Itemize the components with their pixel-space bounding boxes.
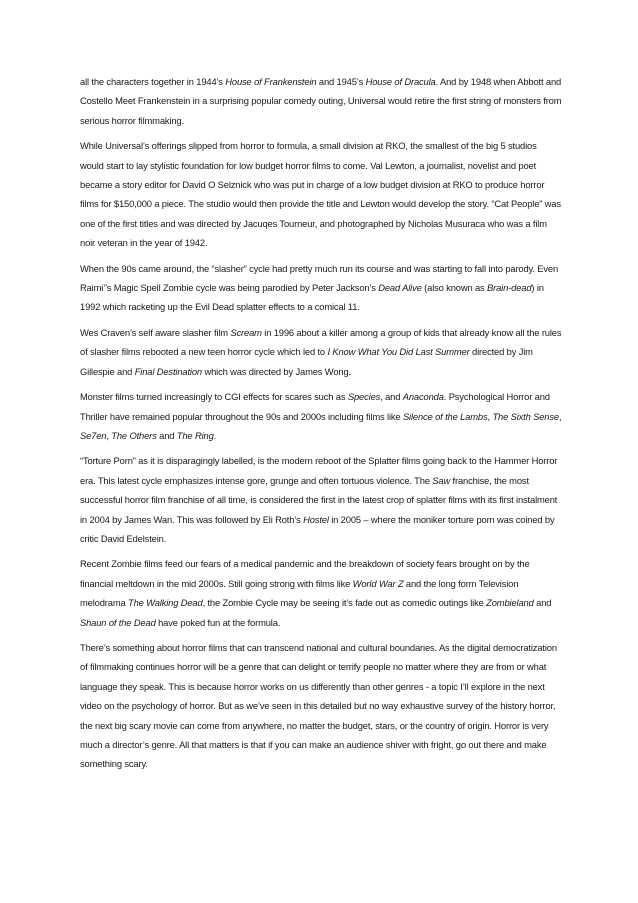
italic-title: House of Dracula <box>365 76 436 87</box>
text-run: Monster films turned increasingly to CGI effects for scares such as <box>80 391 348 403</box>
text-run: When the 90s came around, the “slasher” cycle had pretty much run its course and was starting to fall into parody. Even Raimi’’s Magic Spell Zombie cycle was being parodied by Peter Jackson’s <box>80 262 559 294</box>
document-page <box>80 72 562 780</box>
italic-title: Shaun of the Dead <box>80 616 156 628</box>
text-run: and 1945’s <box>316 76 366 87</box>
text-run: . Psychological Horror and Thriller have remained popular throughout the 90s and 2000s including films like <box>80 391 550 422</box>
paragraph-90s-slasher <box>80 259 562 317</box>
italic-title: Silence of the Lambs <box>402 410 488 422</box>
italic-title: Dead Alive <box>378 282 422 294</box>
italic-title: World War Z <box>352 577 404 589</box>
italic-title: Brain-dead <box>487 282 532 294</box>
paragraph-cgi-monsters <box>80 387 562 445</box>
text-run: (also known as <box>421 282 488 294</box>
italic-title: House of Frankenstein <box>225 76 317 87</box>
text-run: in 1996 about a killer among a group of kids that already know all the rules of slasher films rebooted a new teen horror cycle which led to <box>80 326 562 358</box>
text-run: and <box>533 597 552 609</box>
italic-title: The Walking Dead <box>128 597 203 609</box>
text-run: , the Zombie Cycle may be seeing it’s fade out as comedic outings like <box>202 597 487 609</box>
italic-title: Species <box>347 391 381 403</box>
italic-title: Anaconda <box>402 391 444 403</box>
italic-title: Zombieland <box>486 597 534 609</box>
paragraph-rko-lewton <box>80 136 562 252</box>
text-run: directed by Jim Gillespie and <box>80 346 533 377</box>
text-run: There’s something about horror films that can transcend national and cultural boundaries. As the digital democratization of filmmaking continues horror will be a genre that can delight or terrify people no matter where they are from or what language they speak. This is because horror works on us differently than other genres - a topic I’ll explore in the next video on the psychology of horror. But as we’ve seen in this detailed but no way exhaustive survey of the history horror, the next big scary movie can come from anywhere, no matter the budget, stars, or the country of origin. Horror is very much a director’s genre. All that matters is that if you can make an audience shiver with fright, go out there and make something scary. <box>80 641 557 770</box>
paragraph-conclusion <box>80 638 562 774</box>
text-run: . <box>213 429 217 441</box>
text-run: in 2005 – where the moniker torture porn was coined by critic David Edelstein. <box>80 513 555 544</box>
paragraph-zombie-films <box>80 554 562 632</box>
italic-title: Hostel <box>303 513 329 525</box>
text-run: Recent Zombie films feed our fears of a medical pandemic and the breakdown of society fears brought on by the financial meltdown in the mid 2000s. Still going strong with films like <box>80 558 530 589</box>
text-run: “Torture Porn” as it is disparagingly labelled, is the modern reboot of the Splatter films going back to the Hammer Horror era. This latest cycle emphasizes intense gore, grunge and often tortuous violence. The <box>80 455 558 486</box>
text-run: ) in 1992 which racketing up the Evil Dead splatter effects to a comical 11. <box>80 282 544 313</box>
italic-title: Saw <box>432 474 451 486</box>
paragraph-torture-porn <box>80 451 562 548</box>
italic-title: Scream <box>230 326 262 338</box>
text-run: . And by 1948 when Abbott and Costello Meet Frankenstein in a surprising popular comedy outing, Universal would retire the first string of monsters from serious horror filmmaking. <box>80 76 562 126</box>
italic-title: The Sixth Sense <box>492 410 559 422</box>
italic-title: The Ring <box>176 429 214 441</box>
text-run: While Universal’s offerings slipped from horror to formula, a small division at RKO, the smallest of the big 5 studios would start to lay stylistic foundation for low budget horror films to come. Val Lewton, a journalist, novelist and poet became a story editor for David O Selznick who was put in charge of a low budget division at RKO to produce horror films for $150,000 a piece. The studio would then provide the title and Lewton would develop the story. “Cat People” was one of the first titles and was directed by Jacuqes Tourneur, and photographed by Nicholas Musuraca who was a film noir veteran in the year of 1942. <box>80 140 561 249</box>
paragraph-universal-monsters <box>80 72 562 130</box>
text-run: Wes Craven’s self aware slasher film <box>80 326 231 338</box>
italic-title: The Others <box>111 429 157 441</box>
text-run: all the characters together in 1944’s <box>80 76 226 87</box>
text-run: which was directed by James Wong. <box>202 365 351 377</box>
text-run: franchise, the most successful horror film franchise of all time, is considered the first in the latest crop of splatter films with its first instalment in 2004 by James Wan. This was followed by Eli Roth’s <box>80 474 558 525</box>
italic-title: Final Destination <box>134 365 202 377</box>
text-run: , <box>106 429 112 441</box>
text-run: , <box>558 410 562 422</box>
text-run: , <box>487 410 493 422</box>
italic-title: Se7en <box>80 429 107 441</box>
text-run: and <box>156 429 177 441</box>
text-run: and the long form Television melodrama <box>80 577 519 609</box>
text-run: have poked fun at the formula. <box>155 616 281 628</box>
italic-title: I Know What You Did Last Summer <box>327 346 470 358</box>
paragraph-scream <box>80 323 562 381</box>
text-run: , and <box>380 391 403 403</box>
